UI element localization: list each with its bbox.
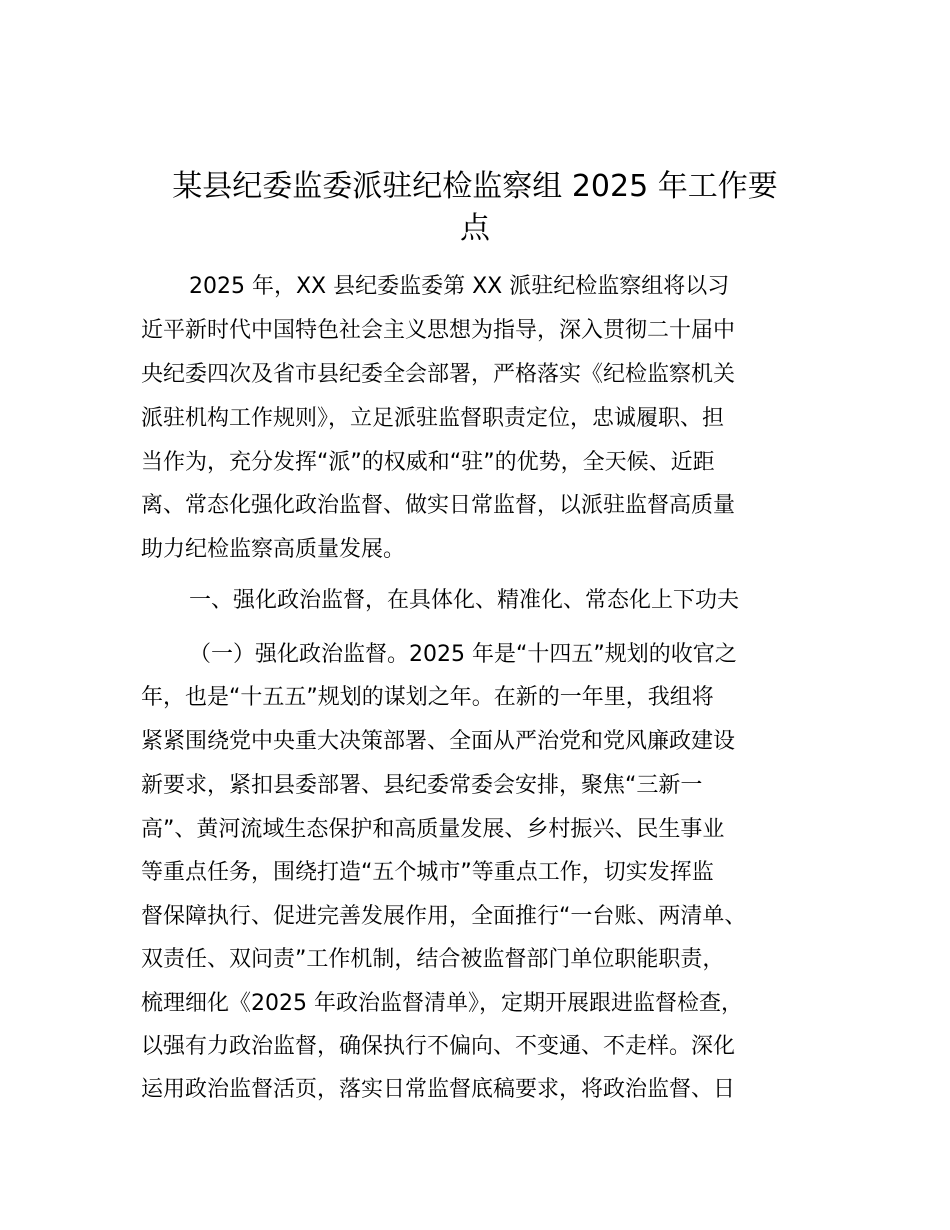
title-line: 点 — [460, 211, 490, 246]
intro-line: 助力纪检监察高质量发展。 — [141, 537, 406, 562]
subsection-line: 高”、黄河流域生态保护和高质量发展、乡村振兴、民生事业 — [141, 817, 725, 842]
intro-line: 2025 年，XX 县纪委监委第 XX 派驻纪检监察组将以习 — [189, 274, 730, 299]
intro-line: 近平新时代中国特色社会主义思想为指导，深入贯彻二十届中 — [141, 318, 736, 343]
subsection-line: 年，也是“十五五”规划的谋划之年。在新的一年里，我组将 — [141, 685, 714, 710]
subsection-line: 督保障执行、促进完善发展作用，全面推行“一台账、两清单、 — [141, 904, 747, 929]
title-line: 某县纪委监委派驻纪检监察组 2025 年工作要 — [172, 169, 778, 204]
subsection-line: 等重点任务，围绕打造“五个城市”等重点工作，切实发挥监 — [141, 860, 714, 885]
subsection-line: 以强有力政治监督，确保执行不偏向、不变通、不走样。深化 — [141, 1034, 736, 1059]
subsection-line: 梳理细化《2025 年政治监督清单》，定期开展跟进监督检查， — [141, 991, 743, 1016]
section-heading: 一、强化政治监督，在具体化、精准化、常态化上下功夫 — [189, 588, 740, 613]
intro-line: 派驻机构工作规则》，立足派驻监督职责定位，忠诚履职、担 — [141, 406, 725, 431]
intro-line: 当作为，充分发挥“派”的权威和“驻”的优势，全天候、近距 — [141, 450, 715, 475]
subsection-line: 双责任、双问责”工作机制，结合被监督部门单位职能职责， — [141, 947, 725, 972]
document-title — [130, 166, 820, 250]
subsection-line: （一）强化政治监督。2025 年是“十四五”规划的收官之 — [189, 642, 737, 667]
subsection-line: 紧紧围绕党中央重大决策部署、全面从严治党和党风廉政建设 — [141, 729, 736, 754]
intro-line: 离、常态化强化政治监督、做实日常监督，以派驻监督高质量 — [141, 493, 736, 518]
intro-line: 央纪委四次及省市县纪委全会部署，严格落实《纪检监察机关 — [141, 362, 736, 387]
subsection-line: 运用政治监督活页，落实日常监督底稿要求，将政治监督、日 — [141, 1077, 736, 1102]
subsection-line: 新要求，紧扣县委部署、县纪委常委会安排，聚焦“三新一 — [141, 773, 703, 798]
